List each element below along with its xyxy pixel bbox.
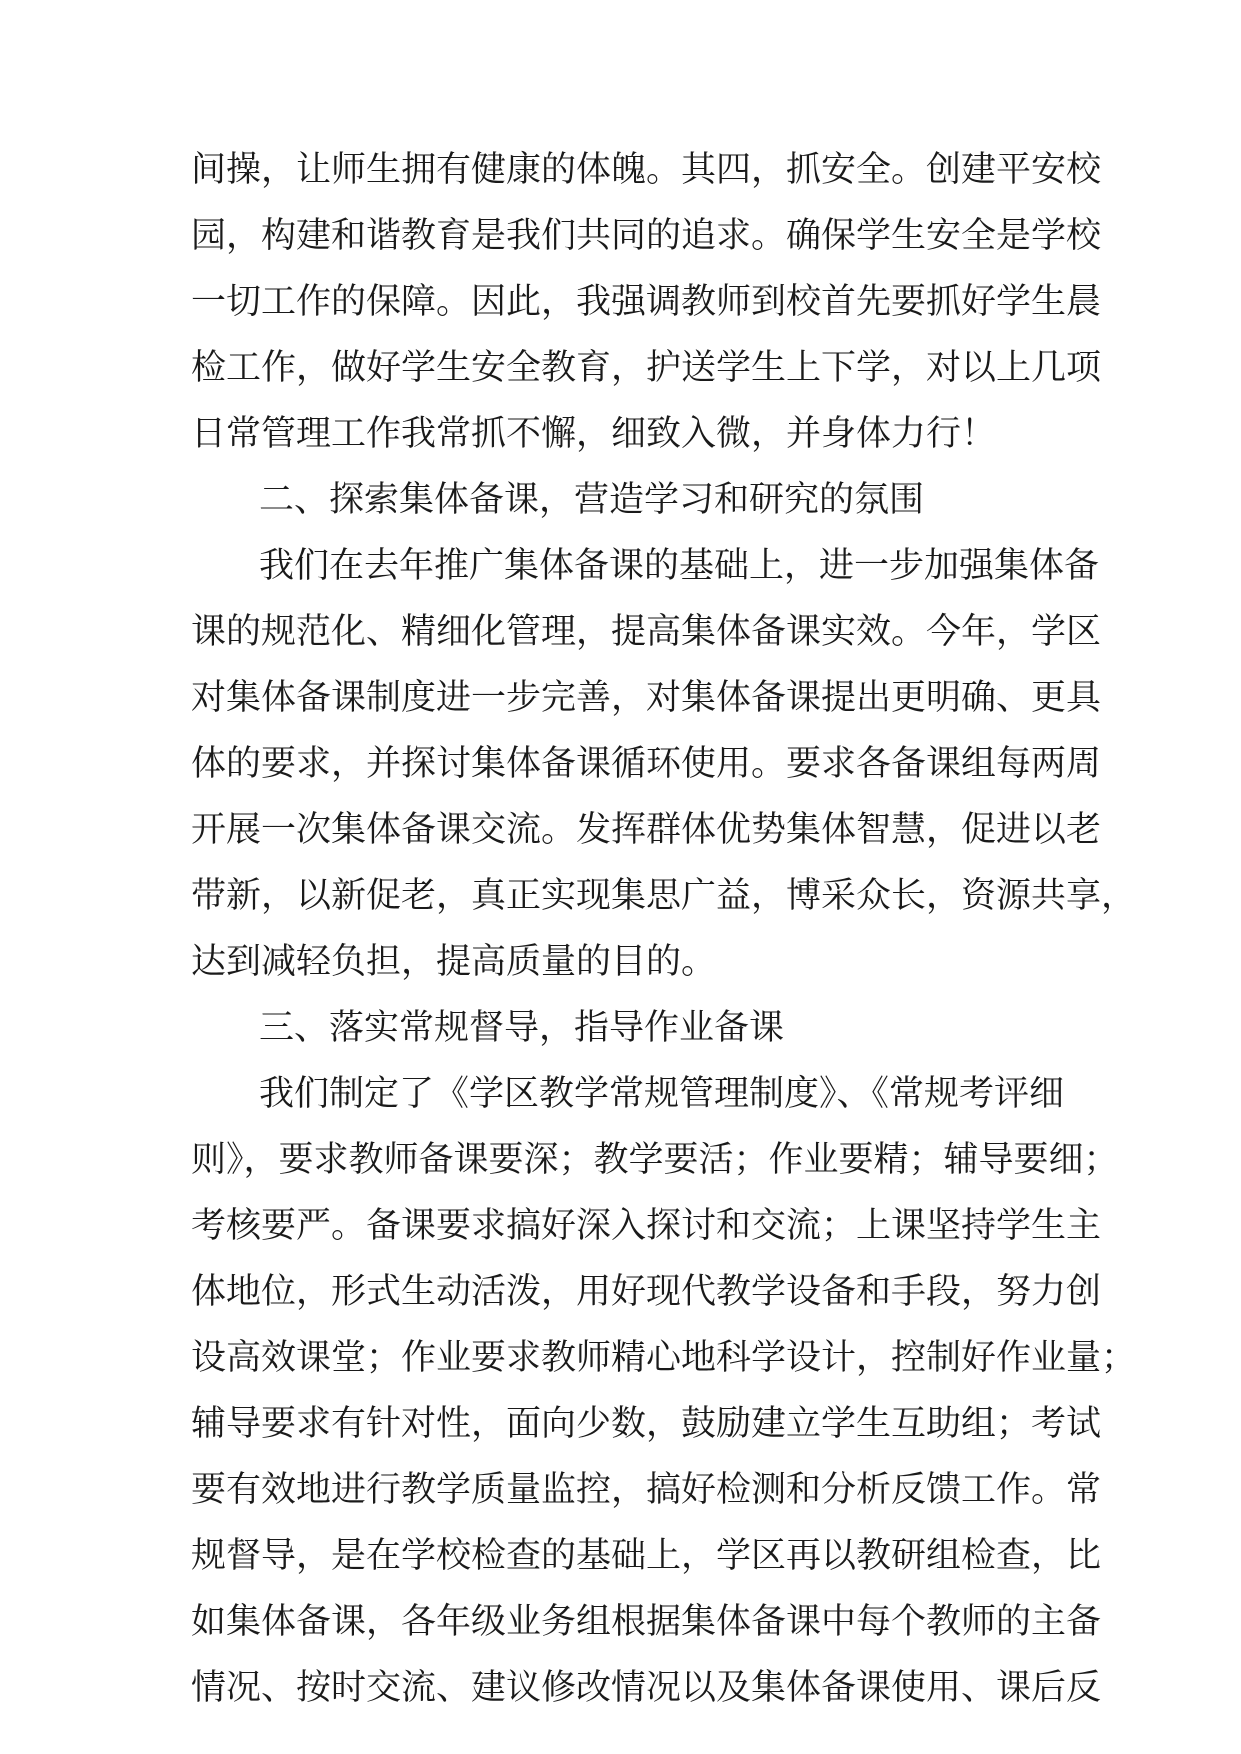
text-line: 日常管理工作我常抓不懈，细致入微，并身体力行！ <box>191 414 997 454</box>
text-line: 我们制定了《学区教学常规管理制度》、《常规考评细 <box>259 1074 1065 1114</box>
text-line: 体地位，形式生动活泼，用好现代教学设备和手段，努力创 <box>191 1272 1102 1312</box>
text-line: 要有效地进行教学质量监控，搞好检测和分析反馈工作。常 <box>191 1470 1102 1510</box>
text-line: 情况、按时交流、建议修改情况以及集体备课使用、课后反 <box>191 1668 1102 1708</box>
text-line: 园，构建和谐教育是我们共同的追求。确保学生安全是学校 <box>191 216 1102 256</box>
text-line: 达到减轻负担，提高质量的目的。 <box>191 942 717 982</box>
section-heading: 二、探索集体备课，营造学习和研究的氛围 <box>259 480 925 520</box>
section-heading: 三、落实常规督导，指导作业备课 <box>259 1008 785 1048</box>
text-line: 课的规范化、精细化管理，提高集体备课实效。今年，学区 <box>191 612 1102 652</box>
text-line: 辅导要求有针对性，面向少数，鼓励建立学生互助组；考试 <box>191 1404 1102 1444</box>
text-line: 我们在去年推广集体备课的基础上，进一步加强集体备 <box>259 546 1100 586</box>
text-line: 考核要严。备课要求搞好深入探讨和交流；上课坚持学生主 <box>191 1206 1102 1246</box>
text-line: 带新，以新促老，真正实现集思广益，博采众长，资源共享， <box>191 876 1137 916</box>
text-line: 设高效课堂；作业要求教师精心地科学设计，控制好作业量； <box>191 1338 1137 1378</box>
text-line: 规督导，是在学校检查的基础上，学区再以教研组检查，比 <box>191 1536 1102 1576</box>
text-line: 开展一次集体备课交流。发挥群体优势集体智慧，促进以老 <box>191 810 1102 850</box>
text-line: 间操，让师生拥有健康的体魄。其四，抓安全。创建平安校 <box>191 150 1102 190</box>
text-line: 则》，要求教师备课要深；教学要活；作业要精；辅导要细； <box>191 1140 1119 1180</box>
text-line: 对集体备课制度进一步完善，对集体备课提出更明确、更具 <box>191 678 1102 718</box>
text-line: 体的要求，并探讨集体备课循环使用。要求各备课组每两周 <box>191 744 1102 784</box>
text-line: 如集体备课，各年级业务组根据集体备课中每个教师的主备 <box>191 1602 1102 1642</box>
text-line: 一切工作的保障。因此，我强调教师到校首先要抓好学生晨 <box>191 282 1102 322</box>
text-line: 检工作，做好学生安全教育，护送学生上下学，对以上几项 <box>191 348 1102 388</box>
